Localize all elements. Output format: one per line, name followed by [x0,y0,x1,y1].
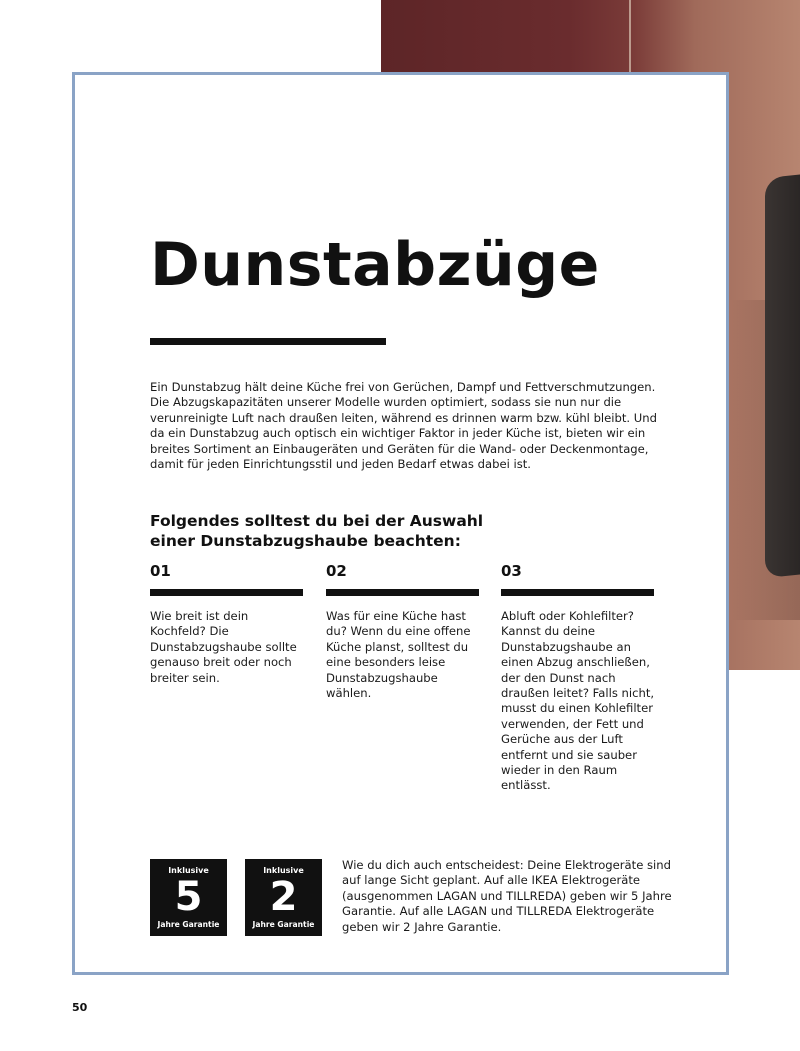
step-text: Abluft oder Kohlefilter? Kannst du deine Dunstabzugshaube an einen Abzug anschließen, der den Dunst nach draußen leitet? Falls nicht, musst du einen Kohlefilter verwenden, der Fett und Gerüche aus der Luft entfernt und sie sauber wieder in den Raum entlässt. [501,609,655,793]
step-item [501,562,657,794]
step-number: 03 [501,562,522,580]
step-number: 01 [150,562,171,580]
wall-edge-line [629,0,631,75]
badge-number: 5 [174,874,203,920]
extractor-hood-image [765,172,800,578]
title-underline [150,338,386,345]
content-panel [72,72,729,975]
guarantee-badge-2-years [245,859,322,936]
step-divider [150,589,303,596]
step-number: 02 [326,562,347,580]
step-item [150,562,306,686]
checklist-heading: Folgendes solltest du bei der Auswahl einer Dunstabzugshaube beachten: [150,512,484,550]
intro-paragraph: Ein Dunstabzug hält deine Küche frei von Gerüchen, Dampf und Fettverschmutzungen. Die Abzugskapazitäten unserer Modelle wurden optimiert, sodass sie nun nur die verunreinigte Luft nach draußen leiten, während es drinnen warm bzw. kühl bleibt. Und da ein Dunstabzug auch optisch ein wichtiger Faktor in jeder Küche ist, bieten wir ein breites Sortiment an Einbaugeräten und Geräten für die Wand- oder Deckenmontage, damit für jeden Einrichtungsstil und jeden Bedarf etwas dabei ist. [150,380,657,472]
step-divider [326,589,479,596]
guarantee-text: Wie du dich auch entscheidest: Deine Elektrogeräte sind auf lange Sicht geplant. Auf alle IKEA Elektrogeräte (ausgenommen LAGAN und TILLREDA) geben wir 5 Jahre Garantie. Auf alle LAGAN und TILLREDA Elektrogeräte geben wir 2 Jahre Garantie. [342,858,672,934]
guarantee-badge-5-years [150,859,227,936]
page-number: 50 [72,1001,88,1014]
badge-label-bottom: Jahre Garantie [252,920,315,929]
badge-number: 2 [269,874,298,920]
badge-label-top: Inklusive [263,866,304,875]
step-text: Wie breit ist dein Kochfeld? Die Dunstabzugshaube sollte genauso breit oder noch breiter sein. [150,609,297,685]
step-text: Was für eine Küche hast du? Wenn du eine offene Küche planst, solltest du eine besonders leise Dunstabzugshaube wählen. [326,609,471,701]
step-divider [501,589,654,596]
badge-label-top: Inklusive [168,866,209,875]
badge-label-bottom: Jahre Garantie [157,920,220,929]
page-title: Dunstabzüge [150,230,600,300]
step-item [326,562,482,701]
